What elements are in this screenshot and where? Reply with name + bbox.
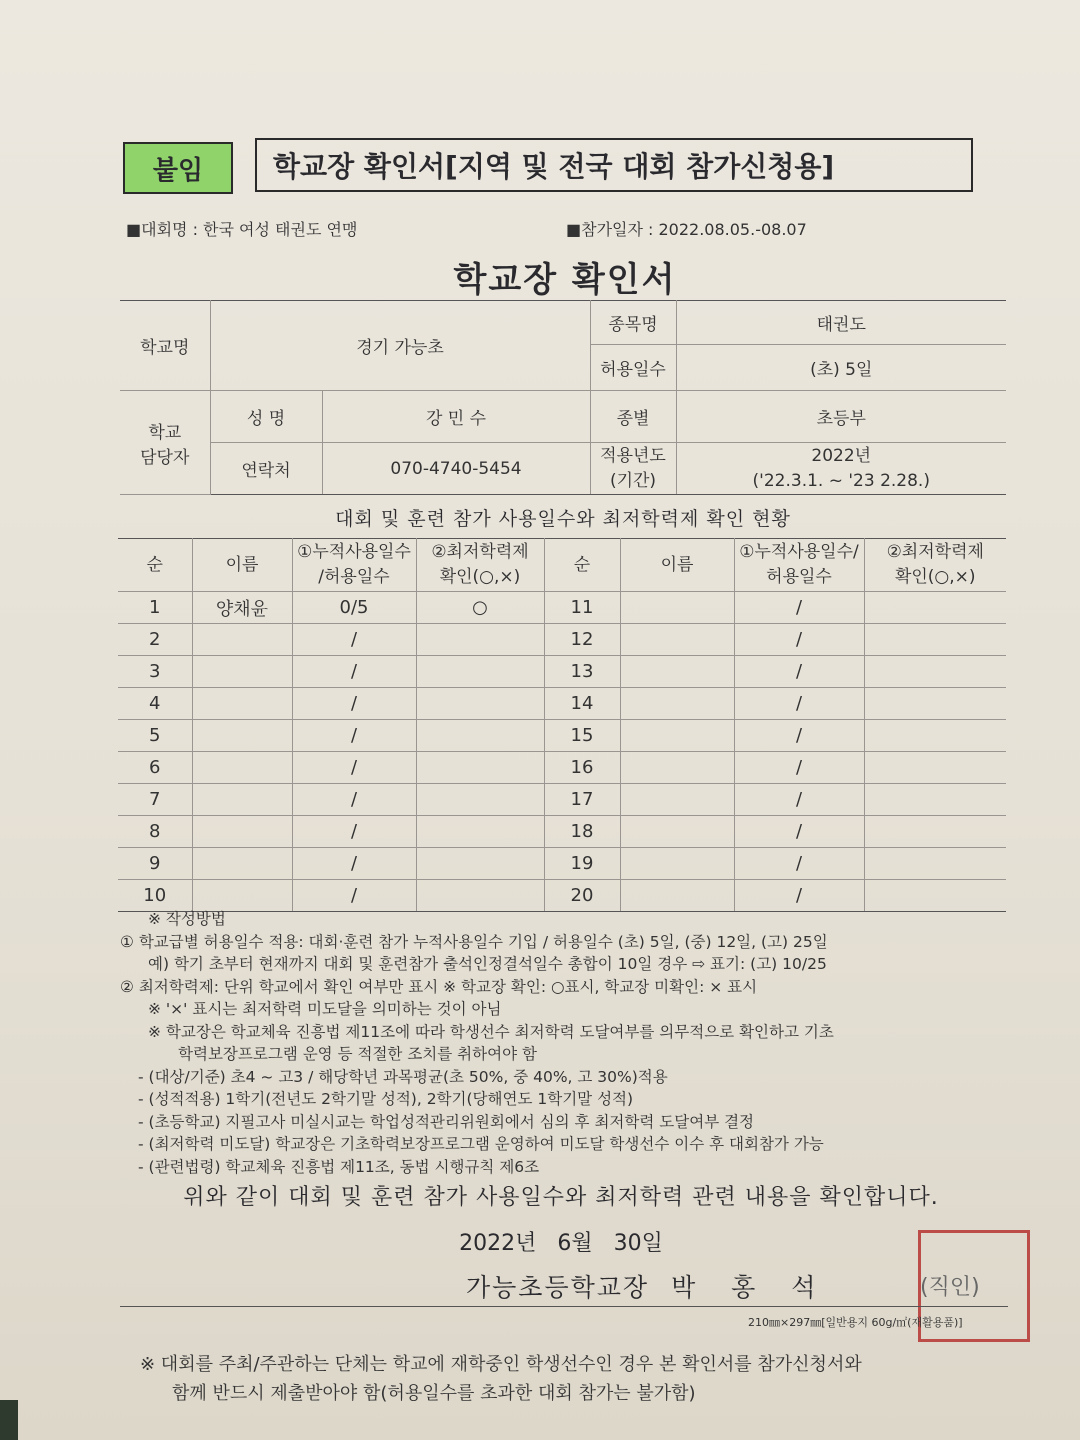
year-value-period: ('22.3.1. ~ '23 2.28.) — [752, 470, 930, 491]
header-days — [292, 539, 416, 592]
row-name-right — [620, 624, 734, 656]
row-check-right — [864, 592, 1006, 624]
manager-label — [120, 391, 210, 495]
row-days: / — [292, 784, 416, 816]
row-no-right: 18 — [544, 816, 620, 848]
row-no-right: 11 — [544, 592, 620, 624]
table-row — [118, 624, 1006, 656]
detail-law: - (관련법령) 학교체육 진흥법 제11조, 동법 시행규칙 제6조 — [138, 1157, 540, 1176]
row-name: 양채윤 — [192, 592, 292, 624]
participation-dates: ■참가일자 : 2022.08.05.-08.07 — [566, 220, 807, 239]
status-subtitle: 대회 및 훈련 참가 사용일수와 최저학력제 확인 현황 — [335, 508, 791, 530]
year-value — [676, 443, 1006, 495]
header-check-right-line1: ②최저학력제 — [886, 542, 984, 562]
row-no: 2 — [118, 624, 192, 656]
row-no-right: 13 — [544, 656, 620, 688]
table-row — [118, 816, 1006, 848]
row-check-right — [864, 752, 1006, 784]
row-check-right — [864, 784, 1006, 816]
row-no-right: 19 — [544, 848, 620, 880]
table-row — [118, 592, 1006, 624]
row-check — [416, 752, 544, 784]
document-title: 학교장 확인서 — [453, 260, 677, 300]
detail-grades: - (성적적용) 1학기(전년도 2학기말 성적), 2학기(당해연도 1학기말 성적) — [138, 1090, 634, 1108]
row-check — [416, 880, 544, 912]
row-no: 4 — [118, 688, 192, 720]
instruction-2-note-b: ※ 학교장은 학교체육 진흥법 제11조에 따라 학생선수 최저학력 도달여부를 의무적으로 확인하고 기초 — [148, 1022, 834, 1041]
principal-title: 가능초등학교장 — [466, 1273, 650, 1302]
row-no-right: 14 — [544, 688, 620, 720]
instruction-2: ② 최저학력제: 단위 학교에서 확인 여부만 표시 ※ 학교장 확인: ○표시, 학교장 미확인: × 표시 — [120, 977, 758, 996]
row-name-right — [620, 784, 734, 816]
row-days: / — [292, 656, 416, 688]
name-value: 강 민 수 — [322, 391, 590, 443]
row-no: 5 — [118, 720, 192, 752]
row-name — [192, 784, 292, 816]
row-check — [416, 656, 544, 688]
row-check-right — [864, 848, 1006, 880]
divider — [120, 1306, 1008, 1307]
category-label: 종별 — [590, 391, 676, 443]
header-days-right — [734, 539, 864, 592]
contact-label: 연락처 — [210, 443, 322, 495]
row-check — [416, 784, 544, 816]
row-no: 7 — [118, 784, 192, 816]
event-value: 태권도 — [676, 301, 1006, 345]
background-edge — [0, 1400, 18, 1440]
row-no: 3 — [118, 656, 192, 688]
row-days: / — [292, 880, 416, 912]
row-days-right: / — [734, 752, 864, 784]
row-days: / — [292, 624, 416, 656]
row-name — [192, 624, 292, 656]
row-days-right: / — [734, 624, 864, 656]
detail-elementary: - (초등학교) 지필고사 미실시교는 학업성적관리위원회에서 심의 후 최저학력 도달여부 결정 — [138, 1112, 755, 1131]
header-days-right-line1: ①누적사용일수/ — [739, 542, 859, 562]
row-days-right: / — [734, 848, 864, 880]
row-days: / — [292, 848, 416, 880]
row-name — [192, 752, 292, 784]
row-days: / — [292, 688, 416, 720]
row-days-right: / — [734, 880, 864, 912]
allowed-days-label: 허용일수 — [590, 345, 676, 391]
row-no: 9 — [118, 848, 192, 880]
row-check-right — [864, 880, 1006, 912]
row-no-right: 20 — [544, 880, 620, 912]
row-check — [416, 624, 544, 656]
row-name — [192, 816, 292, 848]
row-no-right: 12 — [544, 624, 620, 656]
header-days-right-line2: 허용일수 — [766, 567, 832, 587]
detail-not-reached: - (최저학력 미도달) 학교장은 기초학력보장프로그램 운영하여 미도달 학생선수 이수 후 대회참가 가능 — [138, 1135, 824, 1153]
row-days-right: / — [734, 816, 864, 848]
row-name-right — [620, 688, 734, 720]
year-label — [590, 443, 676, 495]
row-check — [416, 720, 544, 752]
row-days: / — [292, 720, 416, 752]
header-name-right: 이름 — [620, 539, 734, 592]
row-no: 6 — [118, 752, 192, 784]
year-label-line2: (기간) — [609, 470, 657, 491]
row-name-right — [620, 752, 734, 784]
signing-date: 2022년 6월 30일 — [459, 1231, 663, 1256]
year-value-year: 2022년 — [811, 445, 872, 466]
row-days: 0/5 — [292, 592, 416, 624]
name-label: 성 명 — [210, 391, 322, 443]
table-row — [118, 752, 1006, 784]
instruction-1: ① 학교급별 허용일수 적용: 대회·훈련 참가 누적사용일수 기입 / 허용일수 (초) 5일, (중) 12일, (고) 25일 — [120, 932, 828, 951]
table-row — [118, 880, 1006, 912]
form-title: 학교장 확인서[지역 및 전국 대회 참가신청용] — [255, 138, 973, 192]
row-no-right: 17 — [544, 784, 620, 816]
competition-name: ■대회명 : 한국 여성 태권도 연맹 — [126, 220, 358, 239]
event-label: 종목명 — [590, 301, 676, 345]
row-days-right: / — [734, 720, 864, 752]
row-days: / — [292, 816, 416, 848]
row-name — [192, 656, 292, 688]
principal-name: 박 홍 석 — [671, 1273, 830, 1302]
manager-label-line1: 학교 — [148, 422, 182, 443]
row-check-right — [864, 624, 1006, 656]
detail-target: - (대상/기준) 초4 ~ 고3 / 해당학년 과목평균(초 50%, 중 40%, 고 30%)적용 — [138, 1067, 668, 1086]
participants-table — [118, 538, 1006, 912]
row-check-right — [864, 656, 1006, 688]
header-check — [416, 539, 544, 592]
row-name-right — [620, 848, 734, 880]
row-check-right — [864, 720, 1006, 752]
table-row — [118, 784, 1006, 816]
row-check — [416, 688, 544, 720]
instruction-2-note-b-cont: 학력보장프로그램 운영 등 적절한 조치를 취하여야 함 — [178, 1045, 537, 1063]
school-name-label: 학교명 — [120, 301, 210, 391]
table-row — [118, 688, 1006, 720]
row-check: ○ — [416, 592, 544, 624]
seal-label: (직인) — [920, 1275, 980, 1300]
confirmation-statement: 위와 같이 대회 및 훈련 참가 사용일수와 최저학력 관련 내용을 확인합니다. — [183, 1185, 939, 1210]
instructions-heading: ※ 작성방법 — [148, 910, 226, 928]
row-name — [192, 720, 292, 752]
row-no: 10 — [118, 880, 192, 912]
contact-value: 070-4740-5454 — [322, 443, 590, 495]
table-row — [118, 656, 1006, 688]
header-check-right-line2: 확인(○,×) — [894, 567, 976, 587]
attachment-badge: 붙임 — [123, 142, 233, 194]
header-no-right: 순 — [544, 539, 620, 592]
row-name-right — [620, 656, 734, 688]
row-days-right: / — [734, 592, 864, 624]
row-check — [416, 848, 544, 880]
year-label-line1: 적용년도 — [600, 445, 666, 466]
table-row — [118, 848, 1006, 880]
row-name — [192, 880, 292, 912]
row-no: 8 — [118, 816, 192, 848]
row-name-right — [620, 592, 734, 624]
school-name-value: 경기 가능초 — [210, 301, 590, 391]
footnote-line2: 함께 반드시 제출받아야 함(허용일수를 초과한 대회 참가는 불가함) — [172, 1383, 696, 1404]
paper-spec: 210㎜×297㎜[일반용지 60g/㎡(재활용품)] — [748, 1316, 963, 1329]
header-days-line1: ①누적사용일수 — [297, 542, 411, 562]
header-days-line2: /허용일수 — [318, 567, 390, 587]
instruction-2-note-a: ※ '×' 표시는 최저학력 미도달을 의미하는 것이 아님 — [148, 1000, 502, 1018]
footnote — [140, 1350, 862, 1408]
principal-signature — [466, 1268, 829, 1304]
row-no-right: 16 — [544, 752, 620, 784]
row-no-right: 15 — [544, 720, 620, 752]
row-days-right: / — [734, 784, 864, 816]
header-check-line2: 확인(○,×) — [439, 567, 521, 587]
row-days-right: / — [734, 688, 864, 720]
row-name — [192, 688, 292, 720]
row-days: / — [292, 752, 416, 784]
header-name: 이름 — [192, 539, 292, 592]
manager-label-line2: 담당자 — [140, 447, 190, 468]
row-no: 1 — [118, 592, 192, 624]
allowed-days-value: (초) 5일 — [676, 345, 1006, 391]
row-check-right — [864, 688, 1006, 720]
row-days-right: / — [734, 656, 864, 688]
row-name-right — [620, 720, 734, 752]
instruction-1-example: 예) 학기 초부터 현재까지 대회 및 훈련참가 출석인정결석일수 총합이 10일 경우 ⇨ 표기: (고) 10/25 — [148, 955, 827, 973]
row-check-right — [864, 816, 1006, 848]
info-table — [120, 300, 1006, 495]
header-no: 순 — [118, 539, 192, 592]
category-value: 초등부 — [676, 391, 1006, 443]
table-row — [118, 720, 1006, 752]
instructions — [120, 908, 1020, 1178]
header-check-line1: ②최저학력제 — [431, 542, 529, 562]
participants-header-row — [118, 539, 1006, 592]
header-check-right — [864, 539, 1006, 592]
footnote-line1: ※ 대회를 주최/주관하는 단체는 학교에 재학중인 학생선수인 경우 본 확인서를 참가신청서와 — [140, 1354, 862, 1375]
row-name-right — [620, 816, 734, 848]
row-name — [192, 848, 292, 880]
row-check — [416, 816, 544, 848]
row-name-right — [620, 880, 734, 912]
